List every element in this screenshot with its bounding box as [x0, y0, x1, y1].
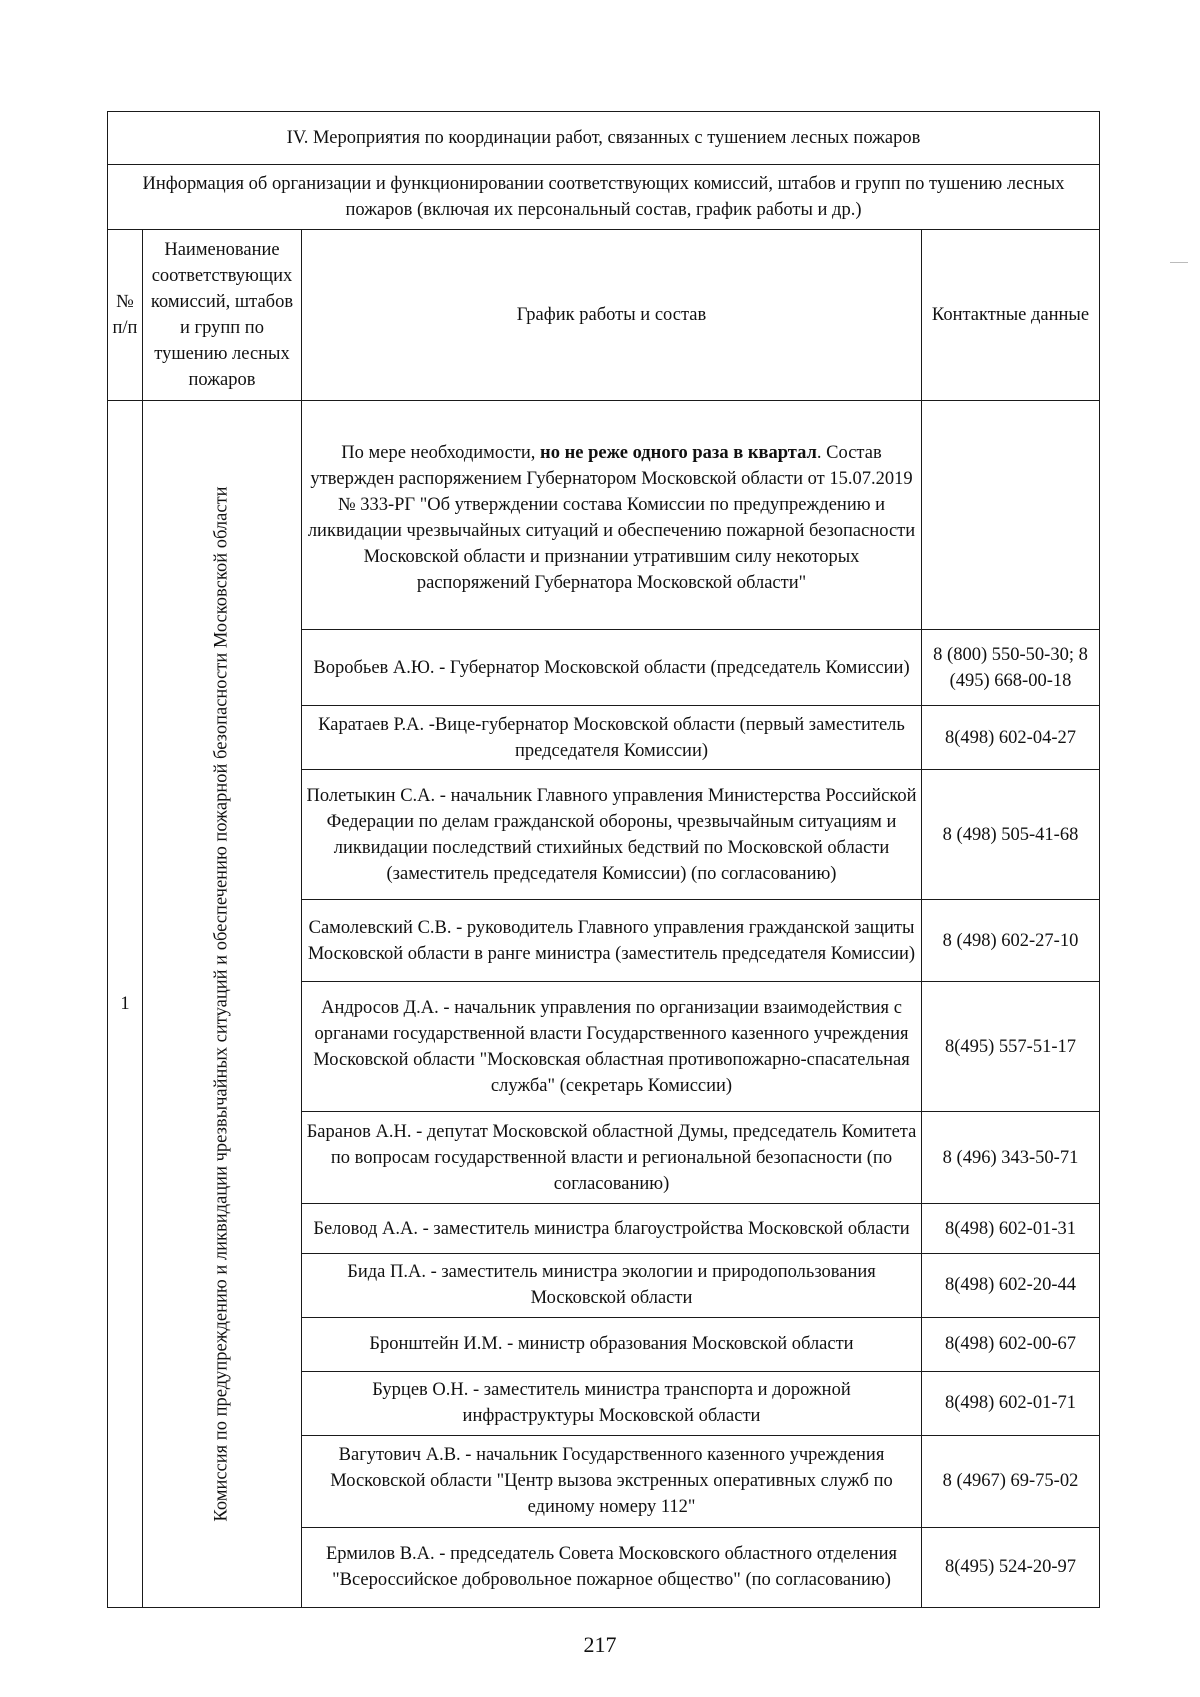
member-text: Вагутович А.В. - начальник Государственного казенного учреждения Московской области "Центр вызова экстренных оперативных служб по единому номеру 112" [302, 1435, 922, 1527]
header-schedule: График работы и состав [302, 230, 922, 401]
member-contact: 8(498) 602-00-67 [922, 1317, 1100, 1371]
header-contacts: Контактные данные [922, 230, 1100, 401]
member-text: Ермилов В.А. - председатель Совета Московского областного отделения "Всероссийское добровольное пожарное общество" (по согласованию) [302, 1527, 922, 1607]
member-contact: 8(498) 602-04-27 [922, 706, 1100, 770]
header-name: Наименование соответствующих комиссий, штабов и групп по тушению лесных пожаров [143, 230, 302, 401]
member-text: Бронштейн И.М. - министр образования Московской области [302, 1317, 922, 1371]
row-number: 1 [108, 401, 143, 1608]
member-contact: 8 (498) 505-41-68 [922, 770, 1100, 900]
member-contact: 8(495) 524-20-97 [922, 1527, 1100, 1607]
schedule-rest: . Состав утвержден распоряжением Губернатором Московской области от 15.07.2019 № 333-РГ "Об утверждении состава Комиссии по предупреждению и ликвидации чрезвычайных ситуаций и обеспечению пожарной безопасности Московской области и признании утратившим силу некоторых распоряжений Губернатора Московской области" [307, 442, 916, 593]
header-num: № п/п [108, 230, 143, 401]
section-title: IV. Мероприятия по координации работ, связанных с тушением лесных пожаров [108, 112, 1100, 165]
member-text: Андросов Д.А. - начальник управления по организации взаимодействия с органами государственной власти Государственного казенного учреждения Московской области "Московская областная противопожарно-спасательная служба" (секретарь Комиссии) [302, 982, 922, 1112]
schedule-text [302, 401, 922, 630]
member-text: Бида П.А. - заместитель министра экологии и природопользования Московской области [302, 1253, 922, 1317]
member-contact: 8(498) 602-01-71 [922, 1371, 1100, 1435]
member-text: Бурцев О.Н. - заместитель министра транспорта и дорожной инфраструктуры Московской области [302, 1371, 922, 1435]
section-info: Информация об организации и функционировании соответствующих комиссий, штабов и групп по тушению лесных пожаров (включая их персональный состав, график работы и др.) [108, 165, 1100, 230]
member-contact: 8 (800) 550-50-30; 8 (495) 668-00-18 [922, 630, 1100, 706]
section-info-row [108, 165, 1100, 230]
member-contact: 8 (496) 343-50-71 [922, 1112, 1100, 1204]
member-text: Каратаев Р.А. -Вице-губернатор Московской области (первый заместитель председателя Комиссии) [302, 706, 922, 770]
commission-table [107, 111, 1100, 1608]
commission-name-cell [143, 401, 302, 1608]
member-contact: 8(498) 602-20-44 [922, 1253, 1100, 1317]
schedule-row [108, 401, 1100, 630]
member-contact: 8 (4967) 69-75-02 [922, 1435, 1100, 1527]
schedule-contact-empty [922, 401, 1100, 630]
member-text: Баранов А.Н. - депутат Московской областной Думы, председатель Комитета по вопросам государственной власти и региональной безопасности (по согласованию) [302, 1112, 922, 1204]
scan-artifact [1170, 262, 1188, 263]
member-contact: 8 (498) 602-27-10 [922, 900, 1100, 982]
member-text: Воробьев А.Ю. - Губернатор Московской области (председатель Комиссии) [302, 630, 922, 706]
member-contact: 8(498) 602-01-31 [922, 1204, 1100, 1254]
page-number: 217 [583, 1632, 617, 1657]
member-text: Беловод А.А. - заместитель министра благоустройства Московской области [302, 1204, 922, 1254]
schedule-bold: но не реже одного раза в квартал [540, 442, 817, 463]
section-title-row [108, 112, 1100, 165]
member-contact: 8(495) 557-51-17 [922, 982, 1100, 1112]
commission-name: Комиссия по предупреждению и ликвидации чрезвычайных ситуаций и обеспечению пожарной безопасности Московской области [211, 486, 232, 1522]
member-text: Самолевский С.В. - руководитель Главного управления гражданской защиты Московской области в ранге министра (заместитель председателя Комиссии) [302, 900, 922, 982]
member-text: Полетыкин С.А. - начальник Главного управления Министерства Российской Федерации по делам гражданской обороны, чрезвычайным ситуациям и ликвидации последствий стихийных бедствий по Московской области (заместитель председателя Комиссии) (по согласованию) [302, 770, 922, 900]
schedule-start: По мере необходимости, [341, 442, 541, 463]
header-row [108, 230, 1100, 401]
